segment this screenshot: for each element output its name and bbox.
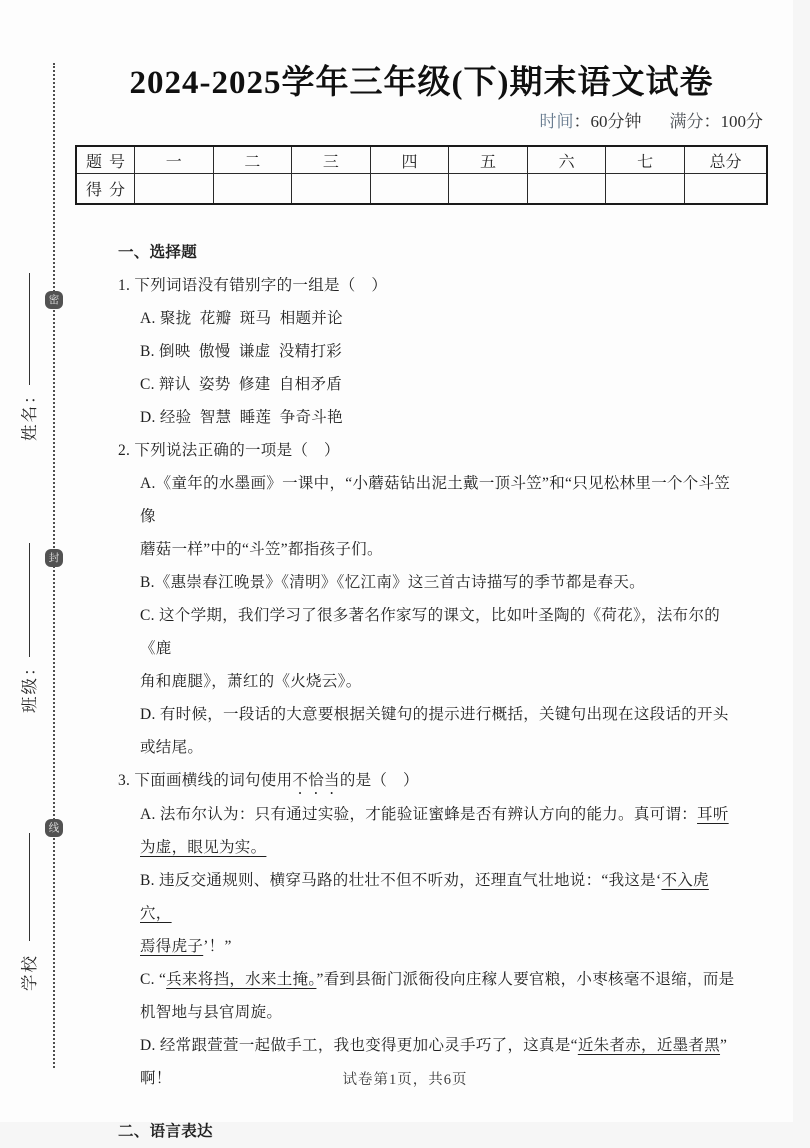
question-2-option-d: D. 有时候，一段话的大意要根据关键句的提示进行概括，关键句出现在这段话的开头 [140, 706, 729, 723]
score-row-label: 得分 [76, 174, 135, 205]
question-3-stem: 3. 下面画横线的词句使用不恰当的是（ ） [118, 772, 419, 789]
question-3-option-b-cont: 焉得虎子’！” [140, 938, 232, 955]
question-3-option-a-cont: 为虚，眼见为实。 [140, 839, 267, 856]
question-3-option-d-cont: 啊！ [140, 1070, 172, 1087]
score-header-row [76, 146, 767, 174]
score-col-header-5: 六 [527, 146, 606, 174]
score-cell-1 [213, 174, 292, 205]
score-col-header-3: 四 [370, 146, 449, 174]
class-field-label: 班级： [20, 657, 39, 713]
question-2-option-b: B.《惠崇春江晚景》《清明》《忆江南》这三首古诗描写的季节都是春天。 [140, 574, 645, 591]
question-2-stem: 2. 下列说法正确的一项是（ ） [118, 442, 340, 459]
question-2-option-a: A.《童年的水墨画》一课中，“小蘑菇钻出泥土戴一顶斗笠”和“只见松林里一个个斗笠像 [140, 475, 731, 525]
question-3-option-b: B. 违反交通规则、横穿马路的壮壮不但不听劝，还理直气壮地说：“我这是‘不入虎穴， [140, 872, 709, 922]
question-1-option-a: A. 聚拢 花瓣 斑马 相题并论 [140, 310, 343, 327]
exam-meta [75, 107, 763, 132]
section-heading-1: 一、选择题 [118, 244, 198, 261]
question-3-option-d: D. 经常跟萱萱一起做手工，我也变得更加心灵手巧了，这真是“近朱者赤，近墨者黑” [140, 1037, 728, 1054]
school-field [17, 833, 39, 991]
question-3-option-a: A. 法布尔认为：只有通过实验，才能验证蜜蜂是否有辨认方向的能力。真可谓：耳听 [140, 806, 729, 823]
section-heading-2: 二、语言表达 [118, 1123, 213, 1140]
question-1-option-c: C. 辩认 姿势 修建 自相矛盾 [140, 376, 343, 393]
seal-stamp-xian: 线 [45, 819, 63, 837]
question-2-option-a-cont: 蘑菇一样”中的“斗笠”都指孩子们。 [140, 541, 383, 558]
score-col-header-2: 三 [292, 146, 371, 174]
school-field-label: 学校 [20, 954, 39, 991]
class-field [17, 543, 39, 713]
time-value: ：60分钟 [573, 112, 642, 131]
time-label: 时间 [539, 112, 574, 131]
question-2-option-c: C. 这个学期，我们学习了很多著名作家写的课文，比如叶圣陶的《荷花》，法布尔的《鹿 [140, 607, 721, 657]
question-3-option-c-cont: 机智地与县官周旋。 [140, 1004, 283, 1021]
score-cell-3 [370, 174, 449, 205]
question-1-option-d: D. 经验 智慧 睡莲 争奇斗艳 [140, 409, 343, 426]
score-col-header-4: 五 [449, 146, 528, 174]
seal-stamp-feng: 封 [45, 549, 63, 567]
score-col-header-1: 二 [213, 146, 292, 174]
class-blank-line [29, 543, 30, 658]
body-lines [75, 236, 737, 1148]
name-blank-line [29, 273, 30, 386]
score-header-label: 题号 [76, 146, 135, 174]
question-3-option-c: C. “兵来将挡，水来土掩。”看到县衙门派衙役向庄稼人要官粮，小枣核毫不退缩，而是 [140, 971, 735, 988]
question-1-stem: 1. 下列词语没有错别字的一组是（ ） [118, 277, 388, 294]
full-score-value: ：100分 [703, 112, 763, 131]
page-footer: 试卷第1页，共6页 [342, 1072, 468, 1088]
score-cell-4 [449, 174, 528, 205]
name-field [17, 273, 39, 441]
full-score-label: 满分 [669, 112, 704, 131]
question-1-option-b: B. 倒映 傲慢 谦虚 没精打彩 [140, 343, 343, 360]
score-cell-2 [292, 174, 371, 205]
page-title: 2024-2025学年三年级(下)期末语文试卷 [129, 65, 714, 101]
score-cell-6 [606, 174, 685, 205]
score-col-header-0: 一 [135, 146, 214, 174]
score-table [75, 145, 768, 205]
score-col-header-6: 七 [606, 146, 685, 174]
score-col-header-7: 总分 [685, 146, 768, 174]
school-blank-line [29, 833, 30, 941]
question-2-option-c-cont: 角和鹿腿》，萧红的《火烧云》。 [140, 673, 362, 690]
score-cell-7 [685, 174, 768, 205]
score-cell-0 [135, 174, 214, 205]
name-field-label: 姓名： [20, 385, 39, 441]
seal-stamp-mi: 密 [45, 291, 63, 309]
score-cell-5 [527, 174, 606, 205]
score-value-row [76, 174, 767, 205]
question-2-option-d-cont: 或结尾。 [140, 739, 204, 756]
